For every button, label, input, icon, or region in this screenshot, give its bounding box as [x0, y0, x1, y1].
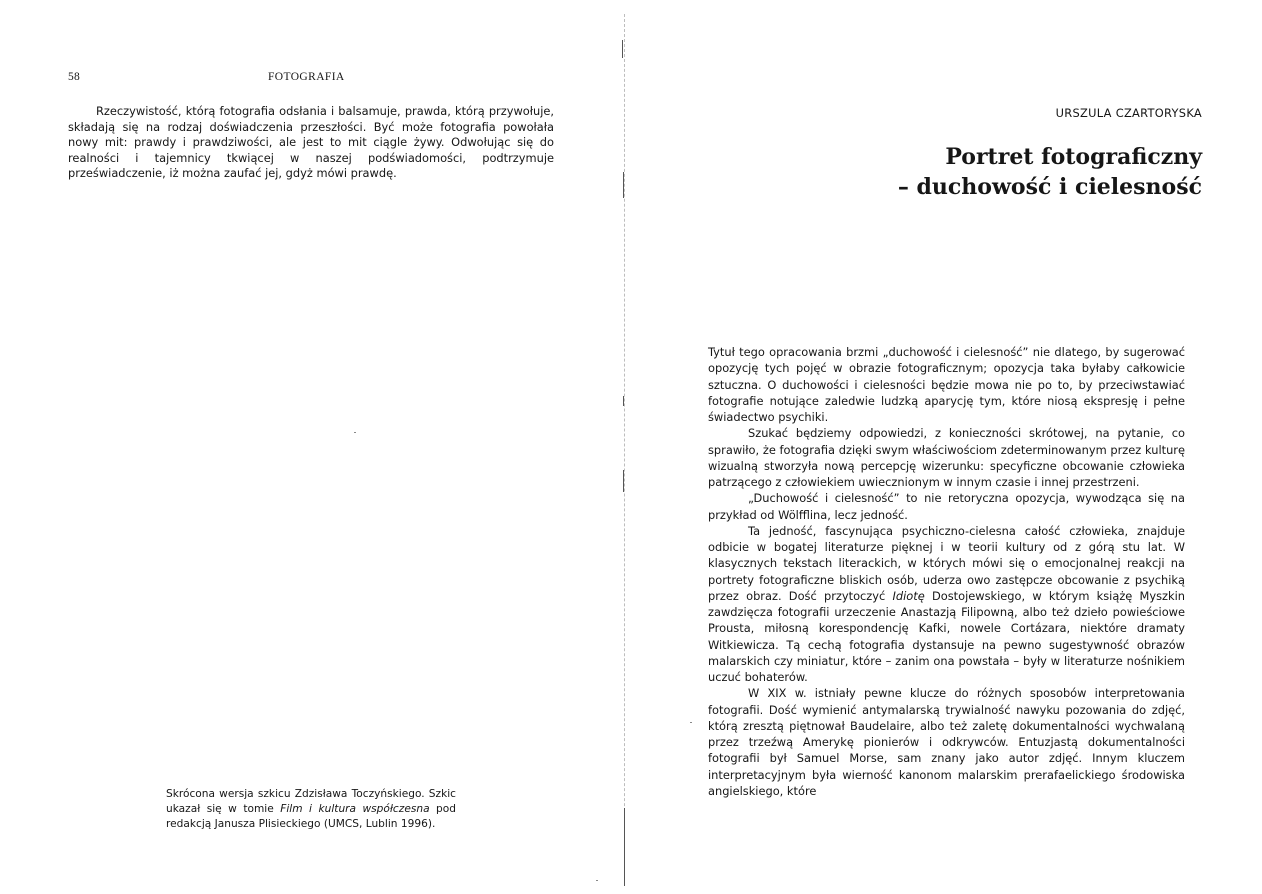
paragraph-text: Ta jedność, fascynująca psychiczno-cielesna całość człowieka, znajduje odbicie w bogatej literaturze pięknej i w teorii kultury od z górą stu lat. W klasycznych tekstach literackich, w których mówi się o emocjonalnej reakcji na portrety fotograficzne bliskich osób, uderza owo zastępcze obcowanie z psychiką przez obraz. Dość przytoczyć — [708, 523, 1185, 603]
footnote-text: Skrócona wersja szkicu Zdzisława Toczyńskiego. Szkic ukazał się w tomie — [166, 788, 456, 815]
left-body — [68, 104, 554, 182]
paragraph: W XIX w. istniały pewne klucze do różnych sposobów interpretowania fotografii. Dość wymienić antymalarską trywialność nawyku pozowania do zdjęć, którą zresztą piętnował Baudelaire, albo też zaletę dokumentalności wychwalaną przez trzeźwą Amerykę pionierów i odkrywców. Entuzjastą dokumentalności fotografii był Samuel Morse, sam znany jako autor zdjęć. Innym kluczem interpretacyjnym była wierność kanonom malarskim prerafaelickiego środowiska angielskiego, które — [708, 686, 1185, 798]
running-head: FOTOGRAFIA — [268, 71, 345, 83]
article-body — [708, 344, 1185, 799]
footnote-text: pod redakcją Janusza Plisieckiego (UMCS, Lublin 1996). — [166, 802, 456, 830]
gutter-mark — [622, 40, 623, 58]
scan-speck — [354, 432, 356, 433]
gutter-mark — [623, 172, 624, 198]
paragraph: Tytuł tego opracowania brzmi „duchowość i cielesność” nie dlatego, by sugerować opozycję tych pojęć w obrazie fotograficznym; opozycja taka byłaby całkowicie sztuczna. O duchowości i cielesności będzie mowa nie po to, by przeciwstawiać fotografie notujące zaledwie ludzką aparycję tym, które niosą ekspresję i pełne świadectwo psychiki. — [708, 345, 1185, 424]
title-line: – duchowość i cielesność — [897, 174, 1202, 200]
paragraph: Szukać będziemy odpowiedzi, z konieczności skrótowej, na pytanie, co sprawiło, że fotografia dzięki swym właściwościom zdeterminowanym przez kulturę wizualną stworzyła nową percepcję wizerunku: specyficzne obcowanie człowieka patrzącego z człowiekiem uwiecznionym w innym czasie i innej przestrzeni. — [708, 426, 1185, 489]
page-number: 58 — [68, 71, 80, 83]
gutter-mark — [623, 396, 624, 406]
paragraph: „Duchowość i cielesność” to nie retoryczna opozycja, wywodząca się na przykład od Wölfflina, lecz jedność. — [708, 491, 1185, 522]
page-gutter — [624, 14, 625, 886]
paragraph: Rzeczywistość, którą fotografia odsłania i balsamuje, prawda, którą przywołuje, składają się na rodzaj doświadczenia przeszłości. Być może fotografia powołała nowy mit: prawdy i prawdziwości, ale jest to mit ciągle żywy. Odwołując się do realności i tajemnicy tkwiącej w naszej podświadomości, podtrzymuje przeświadczenie, iż można zaufać jej, gdyż mówi prawdę. — [68, 104, 554, 181]
paragraph-text: Dostojewskiego, w którym książę Myszkin zawdzięcza fotografii urzeczenie Anastazją Filipowną, albo też dzieło powieściowe Prousta, miłosną korespondencję Kafki, nowele Cortázara, niektóre dramaty Witkiewicza. Tą cechą fotografia dystansuje na pewno sugestywność obrazów malarskich czy miniatur, które – zanim ona powstała – były w literaturze nośnikiem uczuć bohaterów. — [708, 588, 1186, 684]
author-name: URSZULA CZARTORYSKA — [1055, 106, 1202, 120]
scan-speck — [596, 880, 598, 881]
gutter-mark — [624, 808, 625, 886]
article-title — [898, 142, 1202, 202]
paragraph — [708, 523, 1185, 686]
title-line: Portret fotograficzny — [945, 144, 1202, 170]
footnote-book-title: Film i kultura współczesna — [280, 802, 430, 815]
footnote — [166, 787, 456, 831]
gutter-mark — [623, 470, 624, 492]
scan-speck — [690, 722, 692, 723]
book-title: Idiotę — [892, 588, 925, 603]
